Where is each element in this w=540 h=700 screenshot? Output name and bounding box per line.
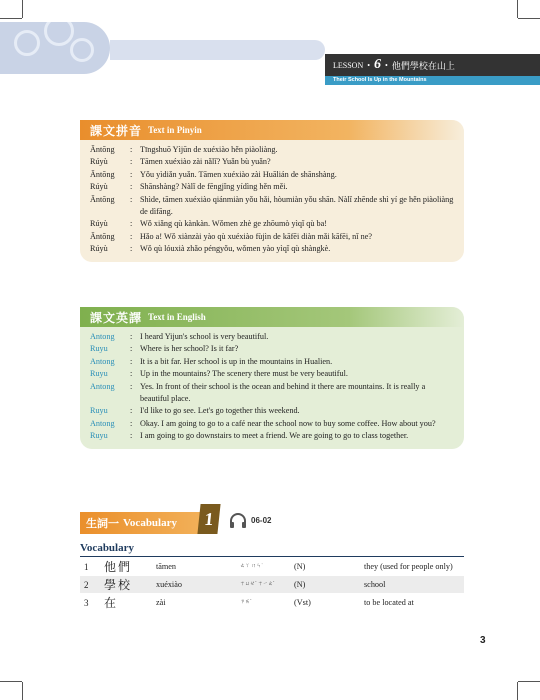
speaker-colon: :	[130, 406, 133, 416]
lesson-subtitle: Their School Is Up in the Mountains	[325, 76, 540, 85]
vocab-index: 3	[84, 597, 89, 608]
dialogue-line	[90, 144, 456, 156]
lesson-bullet: •	[367, 60, 371, 70]
header-strip	[110, 40, 325, 60]
dialogue-line	[90, 169, 456, 181]
speaker-colon: :	[130, 244, 133, 254]
page-number: 3	[480, 635, 486, 646]
speaker-name: Ruyu	[90, 344, 108, 354]
pinyin-title-en: Text in Pinyin	[148, 125, 202, 135]
crop-mark	[517, 0, 518, 18]
dialogue-line	[90, 343, 456, 355]
speaker-name: Rúyù	[90, 182, 108, 192]
lesson-bar	[325, 54, 540, 76]
dialogue-line	[90, 356, 456, 368]
table-row	[80, 594, 464, 611]
vocab-table-title: Vocabulary	[80, 542, 134, 554]
crop-mark	[517, 682, 518, 700]
pinyin-title-zh: 課文拼音	[90, 123, 143, 138]
dialogue-line	[90, 405, 456, 417]
crop-mark	[0, 18, 22, 19]
vocab-heading	[80, 512, 215, 534]
crop-mark	[22, 0, 23, 18]
english-title-en: Text in English	[148, 312, 206, 322]
english-panel	[80, 307, 464, 449]
vocab-hanzi: 他們	[104, 560, 133, 574]
speaker-name: Antong	[90, 356, 115, 366]
vocab-part-of-speech: (Vst)	[294, 598, 311, 607]
vocab-heading-zh: 生詞一	[86, 518, 119, 530]
dialogue-text: Wǒ qù lóuxià zhǎo péngyǒu, wǒmen yào yìqǐ qù shàngkè.	[140, 244, 331, 254]
dialogue-line	[90, 381, 456, 406]
speaker-name: Rúyù	[90, 157, 108, 167]
speaker-name: Āntōng	[90, 169, 115, 179]
speaker-colon: :	[130, 145, 133, 154]
vocab-part-of-speech: (N)	[294, 580, 306, 589]
dialogue-text: Up in the mountains? The scenery there must be very beautiful.	[140, 369, 348, 379]
cloud-decoration	[0, 22, 110, 74]
dialogue-text: Wǒ xiǎng qù kànkàn. Wǒmen zhè ge zhōumò yìqǐ qù ba!	[140, 219, 327, 229]
lesson-title: 他們學校在山上	[391, 60, 455, 71]
speaker-name: Antong	[90, 381, 115, 391]
vocab-pinyin: tāmen	[156, 562, 177, 571]
dialogue-text: I am going to go downstairs to meet a friend. We are going to go to class together.	[140, 431, 409, 441]
dialogue-text: Tāmen xuéxiào zài nǎlǐ? Yuǎn bù yuǎn?	[140, 157, 271, 167]
dialogue-text: Shìde, tāmen xuéxiào qiánmiàn yǒu hǎi, hòumiàn yǒu shān. Nàlǐ zhēnde shì yí ge hěn piàoliàng de dìfāng.	[140, 194, 454, 217]
speaker-colon: :	[130, 231, 133, 241]
vocab-meaning: to be located at	[364, 598, 414, 607]
dialogue-text: Tīngshuō Yìjūn de xuéxiào hěn piàoliàng.	[140, 145, 278, 154]
dialogue-line	[90, 368, 456, 380]
speaker-colon: :	[130, 344, 133, 354]
dialogue-text: Where is her school? Is it far?	[140, 344, 239, 354]
audio-track-number: 06-02	[251, 516, 272, 525]
dialogue-text: I'd like to go see. Let's go together this weekend.	[140, 406, 300, 416]
headphones-icon[interactable]	[228, 512, 248, 530]
dialogue-line	[90, 243, 456, 255]
vocab-zhuyin: ㄒㄩㄝˊ ㄒㄧㄠˋ	[240, 582, 275, 587]
dialogue-line	[90, 331, 456, 343]
dialogue-line	[90, 418, 456, 430]
dialogue-text: Yǒu yìdiǎn yuǎn. Tāmen xuéxiào zài Huālián de shānshàng.	[140, 169, 337, 179]
speaker-name: Āntōng	[90, 145, 115, 154]
speaker-colon: :	[130, 332, 133, 341]
table-row	[80, 558, 464, 575]
dialogue-text: Shānshàng? Nàlǐ de fēngjǐng yídìng hěn měi.	[140, 182, 288, 192]
speaker-colon: :	[130, 169, 133, 179]
vocab-pinyin: zài	[156, 598, 166, 607]
vocab-zhuyin: ㄊㄚ ㄇㄣ˙	[240, 564, 263, 569]
english-title-zh: 課文英譯	[90, 310, 143, 325]
vocab-hanzi: 在	[104, 596, 119, 610]
dialogue-text: Okay. I am going to go to a café near the school now to buy some coffee. How about you?	[140, 418, 436, 428]
speaker-colon: :	[130, 369, 133, 379]
speaker-name: Ruyu	[90, 431, 108, 441]
dialogue-line	[90, 181, 456, 193]
speaker-colon: :	[130, 356, 133, 366]
lesson-number: 6	[374, 57, 382, 72]
lesson-word: LESSON	[333, 60, 364, 70]
dialogue-line	[90, 156, 456, 168]
speaker-name: Āntōng	[90, 194, 115, 204]
speaker-colon: :	[130, 431, 133, 441]
speaker-name: Rúyù	[90, 219, 108, 229]
vocab-pinyin: xuéxiào	[156, 580, 182, 589]
crop-mark	[518, 681, 540, 682]
crop-mark	[0, 681, 22, 682]
crop-mark	[22, 682, 23, 700]
dialogue-text: It is a bit far. Her school is up in the mountains in Hualien.	[140, 356, 333, 366]
speaker-colon: :	[130, 381, 133, 391]
crop-mark	[518, 18, 540, 19]
dialogue-line	[90, 430, 456, 442]
english-dialogue	[80, 327, 464, 449]
dialogue-line	[90, 231, 456, 243]
dialogue-line	[90, 194, 456, 219]
pinyin-header	[80, 120, 464, 140]
dialogue-text: I heard Yijun's school is very beautiful.	[140, 332, 269, 341]
english-header	[80, 307, 464, 327]
speaker-colon: :	[130, 194, 133, 204]
dialogue-text: Hǎo a! Wǒ xiànzài yào qù xuéxiào fùjìn de kāfēi diàn mǎi kāfēi, nǐ ne?	[140, 231, 372, 241]
vocab-set-number: 1	[197, 504, 220, 534]
speaker-name: Āntōng	[90, 231, 115, 241]
pinyin-dialogue	[80, 140, 464, 262]
speaker-name: Antong	[90, 418, 115, 428]
vocab-hanzi: 學校	[104, 578, 133, 592]
vocab-index: 1	[84, 561, 89, 572]
speaker-name: Ruyu	[90, 369, 108, 379]
speaker-colon: :	[130, 182, 133, 192]
lesson-bullet: •	[385, 60, 388, 70]
vocab-divider	[80, 556, 464, 557]
speaker-colon: :	[130, 219, 133, 229]
pinyin-panel	[80, 120, 464, 262]
vocab-meaning: they (used for people only)	[364, 562, 453, 571]
speaker-name: Ruyu	[90, 406, 108, 416]
vocab-heading-en: Vocabulary	[123, 517, 177, 529]
dialogue-text: Yes. In front of their school is the ocean and behind it there are mountains. It is really a beautiful place.	[140, 381, 426, 404]
speaker-colon: :	[130, 157, 133, 167]
speaker-name: Antong	[90, 332, 115, 341]
vocab-meaning: school	[364, 580, 386, 589]
vocab-zhuyin: ㄗㄞˋ	[240, 600, 252, 605]
speaker-name: Rúyù	[90, 244, 108, 254]
dialogue-line	[90, 218, 456, 230]
vocab-part-of-speech: (N)	[294, 562, 306, 571]
table-row	[80, 576, 464, 593]
speaker-colon: :	[130, 418, 133, 428]
vocab-index: 2	[84, 579, 89, 590]
